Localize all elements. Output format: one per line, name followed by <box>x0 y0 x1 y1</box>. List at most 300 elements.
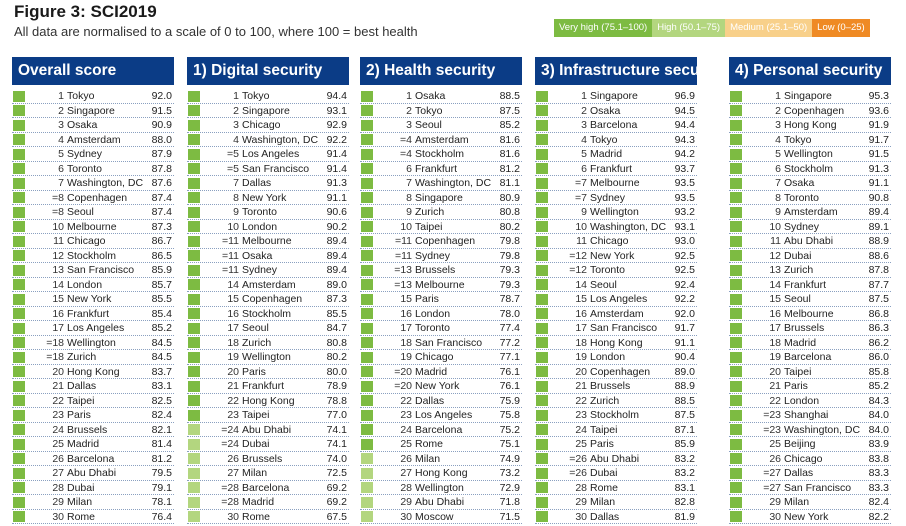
city-cell: Brussels <box>415 264 456 276</box>
rank-cell: 14 <box>575 278 587 291</box>
table-row <box>187 307 349 322</box>
city-cell: Melbourne <box>784 307 834 320</box>
rank-cell: 1 <box>775 90 781 102</box>
rank-cell: 16 <box>52 307 64 320</box>
score-cell: 93.0 <box>674 235 695 247</box>
city-cell: Seoul <box>784 293 811 305</box>
table-row <box>729 191 891 206</box>
rank-cell: 3 <box>775 119 781 131</box>
score-cell: 92.2 <box>674 293 695 305</box>
score-swatch <box>188 366 200 377</box>
city-cell: Copenhagen <box>67 191 128 204</box>
rank-cell: 16 <box>769 307 781 320</box>
rank-cell: 23 <box>400 409 412 421</box>
score-cell: 94.4 <box>326 90 347 102</box>
rank-cell: 6 <box>406 162 412 175</box>
score-cell: 85.2 <box>868 380 889 392</box>
city-cell: Dubai <box>784 249 812 262</box>
table-row <box>729 408 891 423</box>
rank-cell: 21 <box>575 380 587 392</box>
score-cell: 90.4 <box>674 351 695 363</box>
score-cell: 80.9 <box>499 191 520 204</box>
score-swatch <box>361 511 373 522</box>
score-cell: 91.7 <box>868 133 889 146</box>
score-cell: 89.0 <box>326 278 347 291</box>
table-row <box>535 481 697 496</box>
score-swatch <box>361 323 373 334</box>
city-cell: Brussels <box>590 380 631 392</box>
city-cell: Milan <box>415 452 441 465</box>
rank-cell: 3 <box>406 119 412 131</box>
table-row <box>187 205 349 220</box>
score-swatch <box>361 381 373 392</box>
city-cell: Copenhagen <box>242 293 303 305</box>
rank-cell: 15 <box>400 293 412 305</box>
rank-cell: 4 <box>58 133 64 146</box>
score-cell: 85.2 <box>499 119 520 131</box>
score-cell: 91.5 <box>868 148 889 160</box>
rank-cell: 2 <box>775 104 781 117</box>
rank-cell: 11 <box>576 235 587 247</box>
score-cell: 81.2 <box>151 452 172 465</box>
city-cell: Chicago <box>415 351 454 363</box>
rank-cell: =12 <box>569 249 587 262</box>
rank-cell: 27 <box>227 467 239 479</box>
table-row <box>535 336 697 351</box>
city-cell: Los Angeles <box>67 322 125 334</box>
rank-cell: =4 <box>400 148 412 160</box>
rank-cell: 16 <box>575 307 587 320</box>
table-row <box>729 452 891 467</box>
table-row <box>187 495 349 510</box>
city-cell: Washington, DC <box>242 133 319 146</box>
rank-cell: 6 <box>58 162 64 175</box>
table-row <box>729 104 891 119</box>
city-cell: Washington, DC <box>784 423 861 436</box>
city-cell: Brussels <box>784 322 825 334</box>
table-row <box>12 133 174 148</box>
city-cell: Melbourne <box>590 177 640 189</box>
score-swatch <box>536 410 548 421</box>
score-swatch <box>730 221 742 232</box>
score-cell: 69.2 <box>326 496 347 508</box>
rank-cell: 28 <box>400 481 412 494</box>
score-cell: 93.1 <box>674 220 695 233</box>
score-swatch <box>188 439 200 450</box>
table-row <box>360 118 522 133</box>
score-swatch <box>13 352 25 363</box>
table-row <box>535 495 697 510</box>
rank-cell: 15 <box>227 293 239 305</box>
table-row <box>187 263 349 278</box>
table-row <box>12 176 174 191</box>
rank-cell: 10 <box>227 220 239 233</box>
city-cell: Amsterdam <box>590 307 644 320</box>
city-cell: Beijing <box>784 438 816 450</box>
table-row <box>535 205 697 220</box>
rank-cell: 29 <box>400 496 412 508</box>
score-cell: 91.5 <box>151 104 172 117</box>
score-swatch <box>188 308 200 319</box>
city-cell: Abu Dhabi <box>242 423 292 436</box>
score-swatch <box>361 453 373 464</box>
rank-cell: 19 <box>769 351 781 363</box>
table-row <box>360 191 522 206</box>
score-swatch <box>188 395 200 406</box>
score-swatch <box>361 439 373 450</box>
rank-cell: 18 <box>400 336 412 349</box>
rank-cell: 2 <box>58 104 64 117</box>
score-cell: 94.4 <box>674 119 695 131</box>
score-swatch <box>536 192 548 203</box>
city-cell: Paris <box>784 380 808 392</box>
rank-cell: 28 <box>575 481 587 494</box>
score-swatch <box>536 337 548 348</box>
rank-cell: 7 <box>775 177 781 189</box>
score-cell: 87.1 <box>674 423 695 436</box>
table-row <box>12 408 174 423</box>
score-swatch <box>188 265 200 276</box>
rank-cell: 13 <box>52 264 64 276</box>
score-cell: 87.4 <box>151 206 172 218</box>
rank-cell: =7 <box>575 177 587 189</box>
rank-cell: 2 <box>581 104 587 117</box>
table-row <box>360 307 522 322</box>
score-swatch <box>730 207 742 218</box>
score-cell: 87.4 <box>151 191 172 204</box>
score-swatch <box>730 410 742 421</box>
score-swatch <box>188 352 200 363</box>
score-swatch <box>13 337 25 348</box>
table-row <box>12 394 174 409</box>
table-row <box>360 379 522 394</box>
rank-cell: =28 <box>221 481 239 494</box>
score-swatch <box>730 294 742 305</box>
score-swatch <box>730 337 742 348</box>
score-cell: 87.6 <box>151 177 172 189</box>
score-swatch <box>361 149 373 160</box>
rank-cell: 5 <box>58 148 64 160</box>
rank-cell: 24 <box>52 423 64 436</box>
table-row <box>360 263 522 278</box>
city-cell: Dubai <box>67 481 95 494</box>
score-swatch <box>730 192 742 203</box>
score-cell: 87.5 <box>674 409 695 421</box>
rank-cell: =13 <box>394 278 412 291</box>
score-cell: 91.3 <box>326 177 347 189</box>
score-cell: 80.0 <box>326 365 347 378</box>
table-row <box>187 423 349 438</box>
table-row <box>729 495 891 510</box>
city-cell: Tokyo <box>590 133 618 146</box>
rank-cell: =20 <box>394 380 412 392</box>
table-row <box>729 365 891 380</box>
rank-cell: 10 <box>400 220 412 233</box>
score-swatch <box>188 250 200 261</box>
table-row <box>360 423 522 438</box>
score-swatch <box>536 352 548 363</box>
table-row <box>12 104 174 119</box>
city-cell: Singapore <box>415 191 463 204</box>
score-cell: 87.8 <box>868 264 889 276</box>
table-row <box>360 133 522 148</box>
city-cell: Taipei <box>242 409 270 421</box>
score-cell: 85.4 <box>151 307 172 320</box>
table-row <box>187 379 349 394</box>
score-cell: 79.3 <box>499 278 520 291</box>
rank-cell: 19 <box>400 351 412 363</box>
score-swatch <box>188 424 200 435</box>
score-swatch <box>188 91 200 102</box>
score-cell: 76.4 <box>151 510 172 523</box>
figure-title: Figure 3: SCI2019 <box>14 2 157 21</box>
score-swatch <box>730 250 742 261</box>
table-row <box>360 336 522 351</box>
city-cell: Dubai <box>242 438 270 450</box>
score-swatch <box>13 468 25 479</box>
score-cell: 82.8 <box>674 496 695 508</box>
city-cell: Hong Kong <box>590 336 643 349</box>
score-swatch <box>730 91 742 102</box>
score-cell: 79.8 <box>499 249 520 262</box>
score-cell: 82.5 <box>151 394 172 407</box>
score-cell: 91.7 <box>674 322 695 334</box>
table-row <box>729 336 891 351</box>
table-row <box>535 133 697 148</box>
city-cell: New York <box>415 380 460 392</box>
city-cell: Taipei <box>784 365 812 378</box>
score-cell: 75.8 <box>499 409 520 421</box>
table-row <box>535 118 697 133</box>
city-cell: Milan <box>242 467 268 479</box>
score-cell: 84.0 <box>868 423 889 436</box>
score-swatch <box>13 424 25 435</box>
city-cell: Toronto <box>590 264 626 276</box>
score-swatch <box>361 105 373 116</box>
city-cell: Singapore <box>590 90 638 102</box>
city-cell: Tokyo <box>67 90 95 102</box>
rank-cell: =5 <box>227 148 239 160</box>
rank-cell: 16 <box>227 307 239 320</box>
rank-cell: =24 <box>221 438 239 450</box>
score-swatch <box>730 134 742 145</box>
rank-cell: 17 <box>52 322 64 334</box>
score-swatch <box>361 265 373 276</box>
table-row <box>729 118 891 133</box>
score-cell: 82.2 <box>868 510 889 523</box>
score-swatch <box>536 381 548 392</box>
city-cell: Abu Dhabi <box>67 467 117 479</box>
table-row <box>535 321 697 336</box>
table-row <box>187 176 349 191</box>
table-row <box>187 234 349 249</box>
score-cell: 74.9 <box>499 452 520 465</box>
score-cell: 82.4 <box>151 409 172 421</box>
rank-cell: 15 <box>575 293 587 305</box>
city-cell: Seoul <box>415 119 442 131</box>
score-swatch <box>188 323 200 334</box>
rank-cell: 18 <box>769 336 781 349</box>
table-row <box>187 321 349 336</box>
rank-cell: 10 <box>52 220 64 233</box>
score-cell: 78.1 <box>151 496 172 508</box>
score-cell: 90.2 <box>326 220 347 233</box>
score-cell: 83.8 <box>868 452 889 465</box>
city-cell: Milan <box>590 496 616 508</box>
score-cell: 83.3 <box>868 481 889 494</box>
score-swatch <box>730 308 742 319</box>
city-cell: San Francisco <box>242 162 310 175</box>
table-row <box>360 481 522 496</box>
rank-cell: =20 <box>394 365 412 378</box>
rank-cell: =4 <box>400 133 412 146</box>
city-cell: Chicago <box>67 235 106 247</box>
rank-cell: 30 <box>769 510 781 523</box>
score-cell: 91.3 <box>868 162 889 175</box>
table-row <box>187 452 349 467</box>
score-swatch <box>188 468 200 479</box>
city-cell: Singapore <box>784 90 832 102</box>
table-row <box>729 147 891 162</box>
table-row <box>729 278 891 293</box>
score-cell: 82.4 <box>868 496 889 508</box>
score-swatch <box>361 134 373 145</box>
score-cell: 91.9 <box>868 119 889 131</box>
table-row <box>187 481 349 496</box>
score-swatch <box>188 178 200 189</box>
rank-cell: 3 <box>581 119 587 131</box>
city-cell: Frankfurt <box>67 307 110 320</box>
score-swatch <box>361 395 373 406</box>
score-cell: 88.5 <box>674 394 695 407</box>
score-swatch <box>188 192 200 203</box>
score-cell: 78.9 <box>326 380 347 392</box>
score-cell: 83.2 <box>674 467 695 479</box>
score-cell: 81.6 <box>499 148 520 160</box>
city-cell: Madrid <box>784 336 817 349</box>
table-row <box>535 307 697 322</box>
rank-cell: 16 <box>400 307 412 320</box>
rank-cell: 17 <box>769 322 781 334</box>
city-cell: New York <box>590 249 635 262</box>
table-row <box>360 147 522 162</box>
city-cell: Toronto <box>415 322 451 334</box>
score-swatch <box>536 105 548 116</box>
score-cell: 85.8 <box>868 365 889 378</box>
score-swatch <box>361 250 373 261</box>
table-row <box>535 278 697 293</box>
city-cell: Osaka <box>590 104 621 117</box>
score-swatch <box>13 439 25 450</box>
city-cell: Zurich <box>242 336 272 349</box>
score-cell: 92.5 <box>674 264 695 276</box>
score-cell: 84.5 <box>151 336 172 349</box>
rank-cell: 9 <box>233 206 239 218</box>
table-row <box>12 307 174 322</box>
score-swatch <box>730 178 742 189</box>
table-row <box>360 205 522 220</box>
city-cell: Rome <box>415 438 444 450</box>
city-cell: Osaka <box>242 249 273 262</box>
city-cell: Taipei <box>590 423 618 436</box>
table-row <box>187 437 349 452</box>
score-swatch <box>188 163 200 174</box>
rank-cell: 8 <box>233 191 239 204</box>
score-swatch <box>361 236 373 247</box>
city-cell: Seoul <box>242 322 269 334</box>
city-cell: Hong Kong <box>242 394 295 407</box>
table-header: 2) Health security <box>360 57 522 85</box>
table-row <box>535 263 697 278</box>
score-cell: 87.3 <box>326 293 347 305</box>
score-swatch <box>730 468 742 479</box>
score-swatch <box>361 337 373 348</box>
city-cell: Singapore <box>67 104 115 117</box>
city-cell: San Francisco <box>590 322 658 334</box>
table-row <box>12 191 174 206</box>
rank-cell: 29 <box>52 496 64 508</box>
score-swatch <box>536 308 548 319</box>
table-row <box>187 510 349 525</box>
rank-cell: 7 <box>233 177 239 189</box>
table-row <box>729 249 891 264</box>
city-cell: Amsterdam <box>67 133 121 146</box>
table-row <box>360 495 522 510</box>
city-cell: Dallas <box>415 394 445 407</box>
table-row <box>187 292 349 307</box>
score-swatch <box>730 105 742 116</box>
table-row <box>535 394 697 409</box>
score-cell: 81.4 <box>151 438 172 450</box>
rank-cell: 20 <box>769 365 781 378</box>
score-cell: 78.0 <box>499 307 520 320</box>
score-swatch <box>536 482 548 493</box>
rank-cell: 30 <box>575 510 587 523</box>
table-row <box>729 321 891 336</box>
city-cell: Rome <box>242 510 271 523</box>
score-swatch <box>13 395 25 406</box>
city-cell: Frankfurt <box>784 278 827 291</box>
table-row <box>729 466 891 481</box>
score-swatch <box>730 395 742 406</box>
score-swatch <box>730 511 742 522</box>
score-swatch <box>13 294 25 305</box>
score-cell: 92.4 <box>674 278 695 291</box>
score-swatch <box>188 279 200 290</box>
score-swatch <box>361 410 373 421</box>
score-cell: 78.8 <box>326 394 347 407</box>
score-cell: 74.1 <box>326 423 347 436</box>
score-cell: 93.7 <box>674 162 695 175</box>
score-swatch <box>361 424 373 435</box>
table-row <box>729 89 891 104</box>
city-cell: Paris <box>67 409 91 421</box>
score-swatch <box>730 381 742 392</box>
score-swatch <box>13 134 25 145</box>
score-cell: 71.5 <box>499 510 520 523</box>
rank-cell: 30 <box>227 510 239 523</box>
rank-cell: =5 <box>227 162 239 175</box>
city-cell: Los Angeles <box>415 409 473 421</box>
score-swatch <box>536 323 548 334</box>
score-cell: 77.1 <box>499 351 520 363</box>
rank-cell: 1 <box>233 90 239 102</box>
score-cell: 92.2 <box>326 133 347 146</box>
city-cell: Melbourne <box>67 220 117 233</box>
score-cell: 84.0 <box>868 409 889 421</box>
rank-cell: 26 <box>227 452 239 465</box>
rank-cell: =11 <box>394 235 412 247</box>
